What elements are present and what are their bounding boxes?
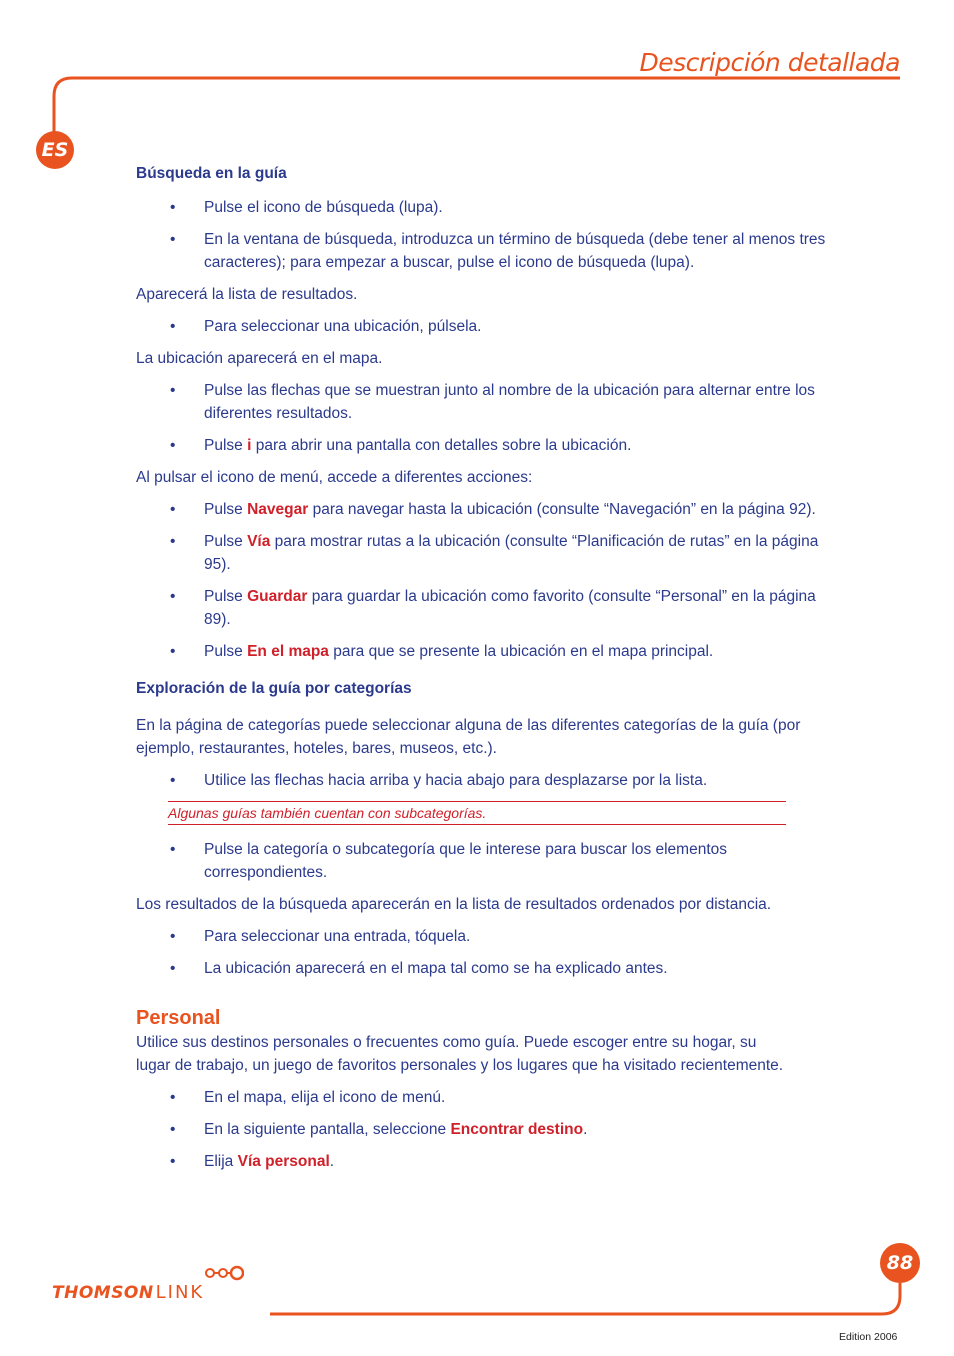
bullet-icon: • xyxy=(170,588,176,605)
bullet-list xyxy=(136,379,826,457)
bullet-icon: • xyxy=(170,643,176,660)
bullet-icon: • xyxy=(170,1089,176,1106)
section-heading-search: Búsqueda en la guía xyxy=(136,165,287,182)
paragraph: Utilice sus destinos personales o frecuentes como guía. Puede escoger entre su hogar, su lugar de trabajo, un juego de favoritos personales y los lugares que ha visitado recientemente. xyxy=(136,1034,784,1074)
bullet-icon: • xyxy=(170,772,176,789)
paragraph: Los resultados de la búsqueda aparecerán en la lista de resultados ordenados por distancia. xyxy=(136,896,772,913)
bullet-icon: • xyxy=(170,1153,176,1170)
bullet-icon: • xyxy=(170,1121,176,1138)
bullet-icon: • xyxy=(170,928,176,945)
bullet-list xyxy=(136,925,826,980)
list-item: • Elija Vía personal. xyxy=(136,1150,826,1173)
paragraph: Aparecerá la lista de resultados. xyxy=(136,286,358,303)
language-badge: ES xyxy=(36,131,74,169)
bullet-list xyxy=(136,838,826,884)
link-chain-icon xyxy=(204,1262,244,1284)
keyword-via: Vía xyxy=(247,533,271,550)
logo-thomson-text: THOMSON xyxy=(52,1283,154,1303)
page-number-badge: 88 xyxy=(880,1243,920,1283)
list-item: • Pulse i para abrir una pantalla con detalles sobre la ubicación. xyxy=(136,434,826,457)
list-item: • Pulse Guardar para guardar la ubicación como favorito (consulte “Personal” en la página 89). xyxy=(136,585,826,631)
bullet-icon: • xyxy=(170,960,176,977)
bullet-icon: • xyxy=(170,841,176,858)
list-item: • Pulse la categoría o subcategoría que le interese para buscar los elementos correspondientes. xyxy=(136,838,826,884)
logo-link-group xyxy=(154,1282,205,1303)
bullet-list xyxy=(136,315,826,338)
list-item: • Pulse el icono de búsqueda (lupa). xyxy=(136,196,826,219)
bullet-list xyxy=(136,769,826,792)
keyword-en-el-mapa: En el mapa xyxy=(247,643,329,660)
paragraph: Al pulsar el icono de menú, accede a diferentes acciones: xyxy=(136,469,533,486)
keyword-encontrar-destino: Encontrar destino xyxy=(450,1121,584,1138)
paragraph: En la página de categorías puede seleccionar alguna de las diferentes categorías de la guía (por ejemplo, restaurantes, hoteles, bares, museos, etc.). xyxy=(136,717,801,757)
list-item: • Para seleccionar una entrada, tóquela. xyxy=(136,925,826,948)
list-item: • Para seleccionar una ubicación, púlsela. xyxy=(136,315,826,338)
list-item: • Pulse las flechas que se muestran junto al nombre de la ubicación para alternar entre los diferentes resultados. xyxy=(136,379,826,425)
list-item: • Utilice las flechas hacia arriba y hacia abajo para desplazarse por la lista. xyxy=(136,769,826,792)
list-item: • Pulse Navegar para navegar hasta la ubicación (consulte “Navegación” en la página 92). xyxy=(136,498,826,521)
edition-label: Edition 2006 xyxy=(839,1331,898,1343)
bullet-list xyxy=(136,1086,826,1173)
section-heading-categories: Exploración de la guía por categorías xyxy=(136,680,412,697)
bullet-list xyxy=(136,196,826,274)
keyword-guardar: Guardar xyxy=(247,588,308,605)
note-box: Algunas guías también cuentan con subcategorías. xyxy=(168,801,786,825)
paragraph: La ubicación aparecerá en el mapa. xyxy=(136,350,383,367)
list-item: • Pulse En el mapa para que se presente la ubicación en el mapa principal. xyxy=(136,640,826,663)
bullet-icon: • xyxy=(170,382,176,399)
bullet-icon: • xyxy=(170,231,176,248)
logo-link-text: LINK xyxy=(155,1282,205,1303)
page-header-title: Descripción detallada xyxy=(639,48,900,77)
list-item: • En la siguiente pantalla, seleccione Encontrar destino. xyxy=(136,1118,826,1141)
keyword-navegar: Navegar xyxy=(247,501,309,518)
keyword-via-personal: Vía personal xyxy=(237,1153,330,1170)
bullet-list xyxy=(136,498,826,663)
keyword-info: i xyxy=(247,437,252,454)
bullet-icon: • xyxy=(170,437,176,454)
list-item: • En el mapa, elija el icono de menú. xyxy=(136,1086,826,1109)
section-heading-personal: Personal xyxy=(136,1007,221,1029)
thomson-link-logo xyxy=(52,1282,204,1303)
list-item: • Pulse Vía para mostrar rutas a la ubicación (consulte “Planificación de rutas” en la página 95). xyxy=(136,530,826,576)
list-item: • En la ventana de búsqueda, introduzca un término de búsqueda (debe tener al menos tres caracteres); para empezar a buscar, pulse el icono de búsqueda (lupa). xyxy=(136,228,826,274)
main-content xyxy=(136,162,826,1182)
bullet-icon: • xyxy=(170,501,176,518)
list-item: • La ubicación aparecerá en el mapa tal como se ha explicado antes. xyxy=(136,957,826,980)
bullet-icon: • xyxy=(170,318,176,335)
bullet-icon: • xyxy=(170,199,176,216)
bullet-icon: • xyxy=(170,533,176,550)
